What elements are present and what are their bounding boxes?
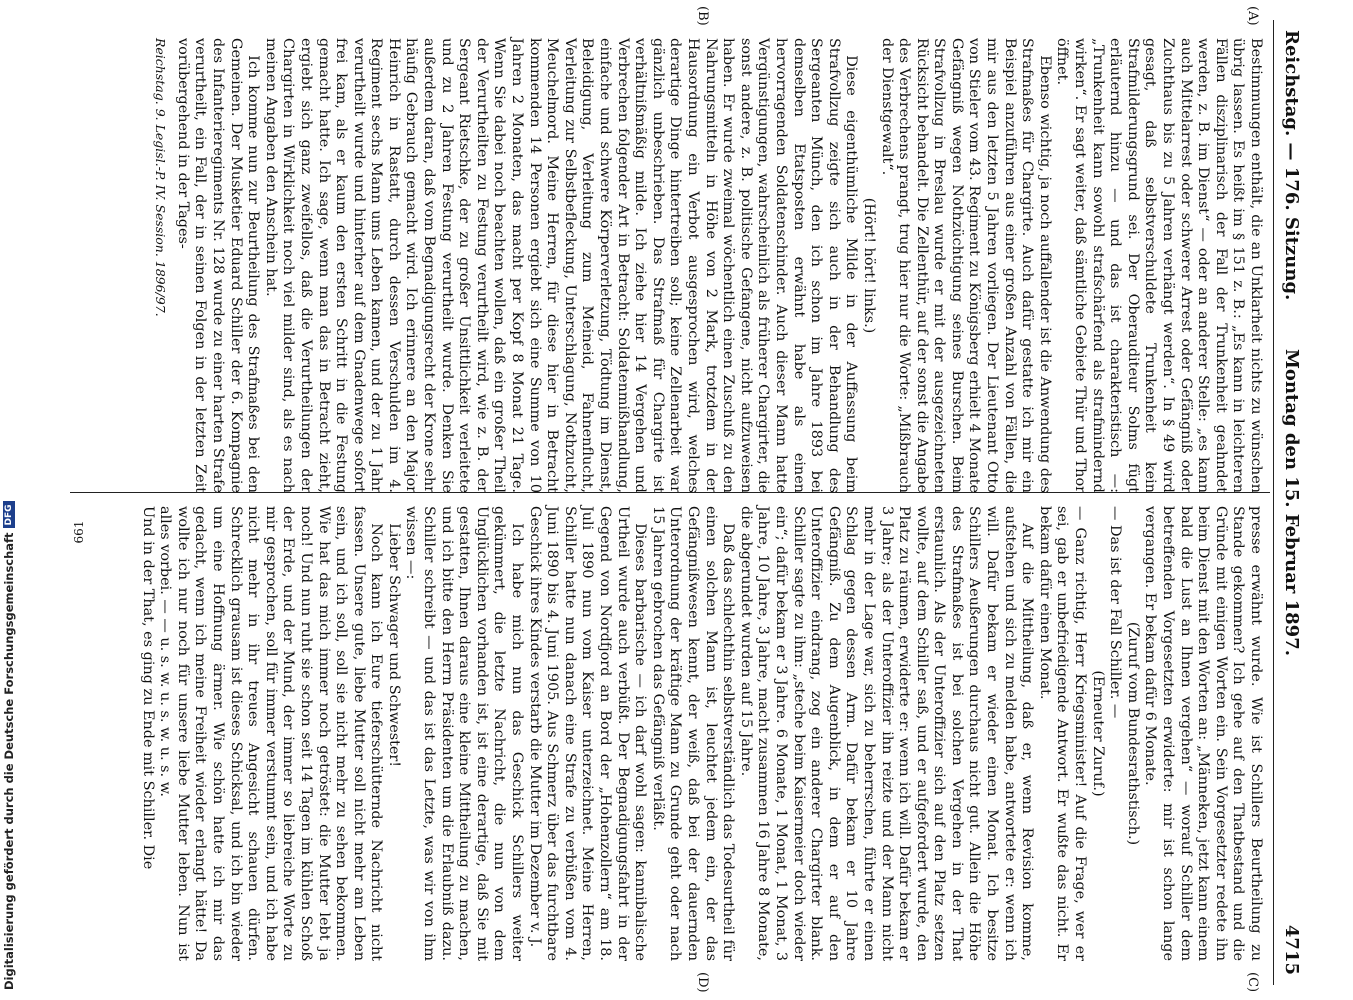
dfg-logo: DFG: [3, 501, 15, 528]
right-column: [138, 506, 1264, 961]
page-code: 661: [72, 520, 86, 544]
paragraph: Diese eigenthümliche Milde in der Auffassung beim Strafvollzug zeigte sich auch in der Behandlung des Sergeanten Münch, den ich schon im Jahre 1893 bei demselben Etatsposten erwähnt habe als einen hervorragenden Soldatenschinder. Auch dieser Mann hatte Vergünstigungen, wahrscheinlich als früherer Chargirter, die sonst andere, z. B. politische Gefangene, nicht aufzuweisen haben. Er wurde zweimal wöchentlich einen Zuschuß zu den Nahrungsmitteln in Höhe von 2 Mark, trotzdem in der Hausordnung ein Verbot ausgesprochen wird, welches derartige Dinge hintertreiben soll; keine Zellenarbeit war gänzlich unbeschrieben. Das Strafmaß für Chargirte ist verhältnißmäßig milde. Ich ziehe hier 14 Vergehen und Verbrechen folgender Art in Betracht: Soldatenmißhandlung, einfache und schwere Körperverletzung, Tödtung im Dienst, Beleidigung, Verleitung zum Meineid, Fahnenflucht, Verleitung zur Selbstbefleckung, Unterschlagung, Nothzucht, Meuchelmord. Meine Herren, für diese hier in Betracht kommenden 14 Personen ergiebt sich eine Summe von 10 Jahren 2 Monaten, das macht per Kopf 8 Monat 21 Tage. Wenn Sie dabei noch beachten wollen, daß ein großer Theil der Verurtheilten zu Festung verurtheilt wird, wie z. B. der Sergeant Rietschke, der zu großer Unsittlichkeit verleitete und zu 2 Jahren Festung verurtheilt wurde. Denken Sie außerdem daran, daß vom Begnadigungsrecht der Krone sehr häufig Gebrauch gemacht wird. Ich erinnere an den Major Heinrich in Rastatt, durch dessen Verschulden im 4. Regiment sechs Mann ums Leben kamen, und der zu 1 Jahr verurtheilt wurde und hinterher auf dem Gnadenwege sofort frei kam, als er kaum den ersten Schritt in die Festung gemacht hatte. Ich sage, wenn man das in Betracht zieht, ergiebt sich ganz zweifellos, daß die Verurtheilungen der Chargirten in Wirklichkeit noch viel milder sind, als es nach meinen Angaben den Anschein hat.: [262, 38, 860, 493]
interjection: (Hört! hört! links.): [860, 197, 877, 334]
interjection: (Erneuter Zuruf.): [1089, 670, 1106, 797]
margin-marker-b: (B): [695, 6, 710, 26]
column-divider: [70, 492, 1270, 493]
paragraph: Daß das schlechthin selbstverständlich das Todesurtheil für einen solchen Mann ist, leuchtet jedem ein, der das Gefängnißwesen kennt, der weiß, daß bei der dauernden Unterordnung der kräftige Mann zu Grunde geht oder nach 15 Jahren gebrochen das Gefängniß verläßt.: [649, 506, 737, 961]
margin-marker-a: (A): [1245, 6, 1260, 26]
paragraph: presse erwähnt wurde. Wie ist Schillers Beurtheilung zu Stande gekommen? Ich gehe auf den Thatbestand und die Gründe mit einigen Worten ein. Sein Vorgesetzter redete ihn beim Dienst mit den Worten an: „Männeken, jetzt kann einem bald die Lust an Ihnen vergehen“ — worauf Schiller dem betreffenden Vorgesetzten erwiderte: mir ist schon lange vergangen. Er bekam dafür 6 Monate.: [1142, 506, 1264, 961]
source-footer: Reichstag. 9. Legisl.-P. IV. Session. 1896/97.: [153, 38, 169, 317]
paragraph: — Das ist der Fall Schiller. —: [1107, 506, 1124, 719]
digitization-credit: [2, 501, 16, 990]
page-number: 4715: [1281, 924, 1302, 975]
left-column: [152, 38, 1264, 493]
header-left: Reichstag. — 176. Sitzung.: [1281, 30, 1302, 301]
margin-marker-d: (D): [695, 972, 710, 993]
document-page: [20, 6, 1310, 993]
paragraph: Dieses barbarische — ich darf wohl sagen: kannibalische Urtheil wurde auch verbüßt. Der Begnadigungsfahrt in der Gegend von Nordfjord an Bord der „Hohenzollern“ am 18. Juli 1890 nun vom Kaiser unterzeichnet. Meine Herren, Schiller hatte nun danach eine Strafe zu verbüßen vom 4. Juni 1890 bis 4. Juni 1905. Aus Schmerz über das furchtbare Geschick ihres Kindes verstarb die Mutter im Dezember v. J.: [526, 506, 649, 961]
credit-text: Digitalisierung gefördert durch die Deutsche Forschungsgemeinschaft: [2, 532, 16, 990]
page-header: [1273, 20, 1310, 985]
margin-marker-c: (C): [1245, 972, 1260, 993]
paragraph: Ich komme nun zur Beurtheilung des Strafmaßes bei den Gemeinen. Der Musketier Eduard Schiller der 6. Kompagnie des Infanterieregiments Nr. 128 wurde zu einer harten Strafe verurtheilt, ein Fall, der in seinen Folgen in der letzten Zeit vorübergehend in der Tages-: [174, 38, 262, 493]
interjection: (Zuruf vom Bundesrathstisch.): [1124, 621, 1141, 846]
letter-body: Noch kann ich Eure tieferschütternde Nachricht nicht fassen. Unsere gute, liebe Mutter soll nicht mehr am Leben sein, und ich soll, soll sie nicht mehr zu sehen bekommen. Wie hat das mich immer noch getröstet: die Mutter lebt ja noch! Und nun ruht sie schon seit 14 Tagen im kühlen Schoß der Erde, und der Mund, der immer so liebreiche Worte zu mir gesprochen, soll für immer verstummt sein, und ich habe nicht mehr in ihr treues Angesicht schauen dürfen. Schrecklich grausam ist dieses Schicksal, und ich bin wieder um eine Hoffnung ärmer. Wie schön hatte ich mir das gedacht, wenn ich meine Freiheit wieder erlangt hätte! Da wollte ich nur noch für unsere liebe Mutter leben. Nun ist alles vorbei. — — u. s. w. u. s. w. u. s. w.: [157, 506, 385, 961]
paragraph: Bestimmungen enthält, die an Unklarheit nichts zu wünschen übrig lassen. Es heißt im § 151 z. B.: „Es kann in leichteren Fällen disziplinarisch der Fall der Trunkenheit geahndet werden, z. B. im Dienst“ — oder an anderer Stelle: „es kann auch Mittelarrest oder schwerer Arrest oder Gefängniß oder Zuchthaus bis zu 5 Jahren verhängt werden“. In § 49 wird gesagt, daß selbstverschuldete Trunkenheit kein Strafmilderungsgrund sei. Der Oberauditeur Solms fügt erläuternd hinzu — und das ist charakteristisch —: „Trunkenheit kann sowohl strafschärfend als strafmindernd wirken“. Er sagt weiter, daß sämtliche Gebiete Thür und Thor öffnet.: [1054, 38, 1264, 493]
paragraph: — Ganz richtig, Herr Kriegsminister! Auf die Frage, wer er sei, gab er unbefriedigende Antwort. Er wußte das nicht. Er bekam dafür einen Monat.: [1036, 506, 1089, 961]
header-date: Montag den 15. Februar 1897.: [1281, 348, 1302, 656]
paragraph: Und in der That, es ging zu Ende mit Schiller. Die: [139, 506, 156, 870]
paragraph: Auf die Mittheilung, daß er, wenn Revision komme, aufstehen und sich zu melden habe, antwortete er: wenn ich will. Dafür bekam er wieder einen Monat. Ich besitze Schillers Aeußerungen durchaus nicht gut. Allein die Höhe des Strafmaßes ist bei solchen Vergehen in der That erstaunlich. Als der Unteroffizier sich auf den Platz setzen wollte, auf dem Schiller saß, und er aufgefordert wurde, den Platz zu räumen, erwiderte er: wenn ich will. Dafür bekam er 3 Jahre; als der Unteroffizier ihn reizte und der Mann nicht mehr in der Lage war, sich zu beherrschen, führte er einen Schlag gegen dessen Arm. Dafür bekam er 10 Jahre Gefängniß. Zu dem Augenblick, in dem er auf den Unteroffizier eindrang, zog ein anderer Chargirter blank. Schiller sagte zu ihm: „steche beim Kaisermeier doch wieder ein“; dafür bekam er 3 Jahre. 6 Monate, 1 Monat, 1 Monat, 3 Jahre, 10 Jahre, 3 Jahre, macht zusammen 16 Jahre 8 Monate, die abgerundet wurden auf 15 Jahre.: [737, 506, 1036, 961]
letter-salutation: Lieber Schwager und Schwester!: [385, 523, 402, 768]
paragraph: Ich habe mich nun das Geschick Schillers weiter gekümmert, die letzte Nachricht, die nun von dem Unglücklichen vorhanden ist, ist eine derartige, daß Sie mit gestatten, Ihnen daraus eine kleine Mittheilung zu machen, und ich bitte den Herrn Präsidenten um die Erlaubniß dazu. Schiller schreibt — und das ist das Letzte, was wir von ihm wissen —:: [403, 506, 526, 961]
paragraph: Ebenso wichtig, ja noch auffallender ist die Anwendung des Strafmaßes für Chargirte. Auch dafür gestatte ich mir ein Beispiel anzuführen aus einer großen Anzahl von Fällen, die mir aus den letzten 5 Jahren vorliegen. Der Lieutenant Otto von Stieler vom 43. Regiment zu Königsberg erhielt 4 Monate Gefängniß wegen Nothzüchtigung seines Burschen. Beim Strafvollzug in Breslau wurde er mit der ausgezeichneten Rücksicht behandelt. Die Zellenthür, auf der sonst die Angabe des Verbrechens prangt, trug hier nur die Worte: „Mißbrauch der Dienstgewalt“.: [878, 38, 1053, 493]
